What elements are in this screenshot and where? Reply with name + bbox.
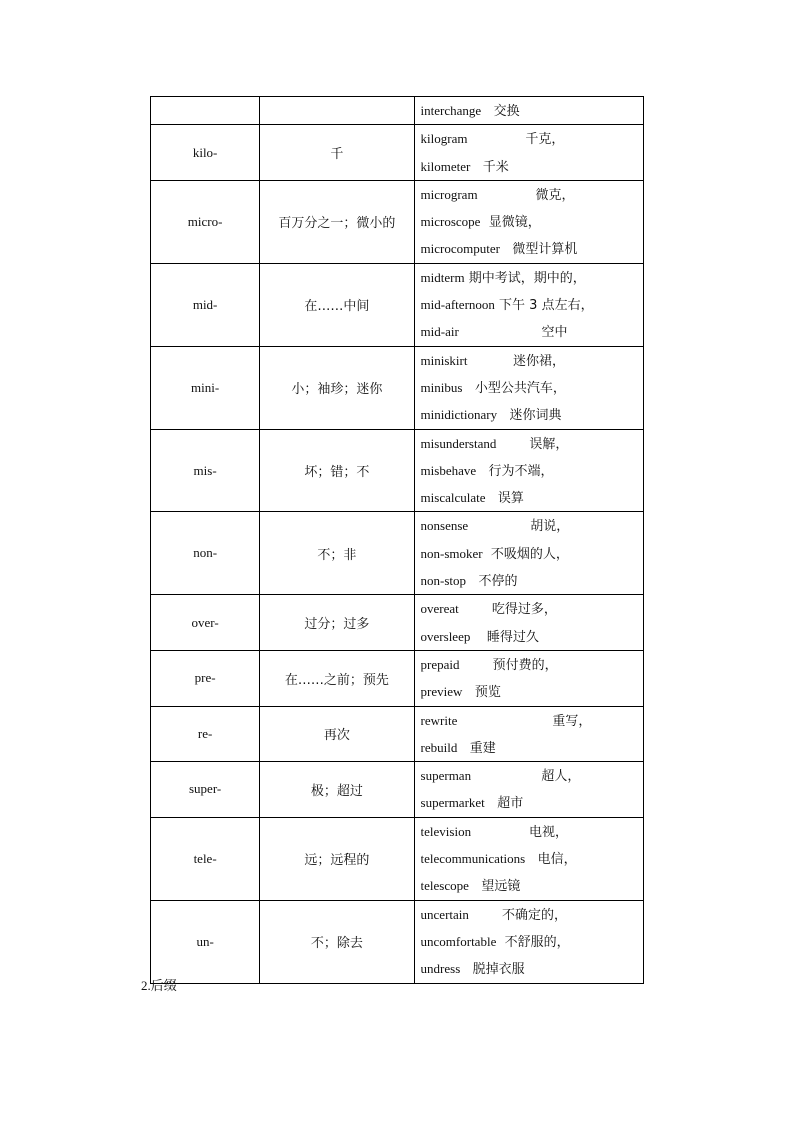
example-gap [460,658,493,673]
prefix-cell: kilo- [151,125,260,181]
example-word: miscalculate [420,490,486,506]
section-heading-suffix [141,977,177,996]
example-meaning: 微型计算机 [512,242,578,258]
example-word: miniskirt [420,352,468,368]
examples-cell [414,706,643,762]
example-word: microgram [420,186,478,202]
table-row [151,263,644,346]
example-meaning: 预览 [474,685,501,701]
examples-cell [414,125,643,181]
meaning-cell: 过分；过多 [260,595,414,651]
example-word: rebuild [420,739,458,755]
example-word: overeat [420,601,459,617]
example-line [421,291,643,318]
table-row [151,817,644,900]
example-meaning: 脱掉衣服 [472,962,525,978]
example-word: minidictionary [420,407,498,423]
meaning-cell: 在……中间 [260,263,414,346]
example-gap [468,519,530,534]
example-gap [478,188,536,203]
example-word: undress [420,961,461,977]
example-word: non-smoker [420,545,483,561]
example-line [421,512,643,539]
meaning-cell: 千 [260,125,414,181]
example-line [421,540,643,567]
example-line [421,374,643,401]
example-word: kilogram [420,131,468,147]
example-line [421,707,643,734]
example-line [421,97,643,124]
example-line [421,125,643,152]
example-meaning: 超人， [541,769,581,785]
examples-cell [414,346,643,429]
examples-cell [414,650,643,706]
example-word: minibus [420,379,463,395]
section-title: 后缀 [150,979,177,994]
example-word: uncomfortable [420,933,497,949]
example-gap [467,354,512,369]
examples-cell [414,595,643,651]
example-line [421,872,643,899]
example-line [421,153,643,180]
example-gap [467,132,525,147]
examples-cell [414,97,643,125]
meaning-cell: 极；超过 [260,762,414,818]
example-line [421,762,643,789]
example-line [421,484,643,511]
example-meaning: 重写， [552,713,592,729]
example-meaning: 下午 3 点左右， [499,298,594,314]
example-line [421,595,643,622]
table-row [151,595,644,651]
example-line [421,955,643,982]
example-word: telescope [420,878,469,894]
example-word: misunderstand [420,435,497,451]
prefix-cell: over- [151,595,260,651]
example-line [421,181,643,208]
example-gap [483,547,491,562]
example-word: midterm [420,269,465,285]
prefix-cell: micro- [151,180,260,263]
example-line [421,734,643,761]
meaning-cell [260,97,414,125]
example-gap [470,160,482,175]
examples-cell [414,429,643,512]
example-meaning: 不舒服的， [504,934,570,950]
example-word: nonsense [420,518,469,534]
example-line [421,928,643,955]
table-row [151,346,644,429]
meaning-cell: 坏；错；不 [260,429,414,512]
examples-cell [414,263,643,346]
example-word: mid-afternoon [420,297,495,313]
example-meaning: 空中 [541,325,568,341]
table-row [151,512,644,595]
example-meaning: 期中考试，期中的， [468,270,586,286]
example-gap [500,242,512,257]
example-meaning: 电信， [537,852,577,868]
example-meaning: 迷你词典 [509,408,562,424]
example-gap [459,602,492,617]
example-gap [496,935,504,950]
example-line [421,678,643,705]
example-word: non-stop [420,573,467,589]
meaning-cell: 小；袖珍；迷你 [260,346,414,429]
meaning-cell: 百万分之一；微小的 [260,180,414,263]
example-gap [459,325,542,340]
example-meaning: 超市 [497,796,524,812]
example-meaning: 迷你裙， [512,353,565,369]
meaning-cell: 不；非 [260,512,414,595]
prefix-cell: pre- [151,650,260,706]
example-meaning: 预付费的， [492,657,558,673]
example-line [421,651,643,678]
prefix-cell: super- [151,762,260,818]
example-gap [480,215,488,230]
example-word: microcomputer [420,241,500,257]
prefix-table [150,96,644,984]
example-word: rewrite [420,712,458,728]
prefix-cell: mis- [151,429,260,512]
example-gap [469,908,502,923]
example-gap [457,714,552,729]
example-gap [525,852,537,867]
example-meaning: 吃得过多， [491,602,557,618]
meaning-cell: 再次 [260,706,414,762]
example-line [421,623,643,650]
example-word: misbehave [420,462,477,478]
meaning-cell: 远；远程的 [260,817,414,900]
prefix-cell: non- [151,512,260,595]
example-line [421,430,643,457]
example-line [421,347,643,374]
prefix-cell: mid- [151,263,260,346]
prefix-table-body [151,97,644,984]
examples-cell [414,900,643,983]
examples-cell [414,762,643,818]
example-word: supermarket [420,795,485,811]
example-meaning: 小型公共汽车， [474,380,566,396]
prefix-cell: tele- [151,817,260,900]
example-meaning: 误解， [529,436,569,452]
table-row [151,429,644,512]
section-number: 2. [141,978,151,993]
example-line [421,457,643,484]
example-gap [460,962,472,977]
example-word: television [420,823,472,839]
example-meaning: 不确定的， [501,907,567,923]
example-gap [457,741,469,756]
meaning-cell: 不；除去 [260,900,414,983]
example-gap [471,825,529,840]
example-meaning: 重建 [469,740,496,756]
example-line [421,401,643,428]
example-word: oversleep [420,628,471,644]
example-gap [486,491,498,506]
prefix-cell: un- [151,900,260,983]
example-line [421,318,643,345]
example-gap [497,408,509,423]
example-meaning: 睡得过久 [486,629,539,645]
example-word: microscope [420,214,481,230]
example-meaning: 微克， [535,187,575,203]
example-gap [476,464,488,479]
example-gap [470,630,487,645]
example-line [421,208,643,235]
example-meaning: 显微镜， [488,215,541,231]
example-meaning: 千克， [525,132,565,148]
example-gap [462,381,474,396]
example-meaning: 不吸烟的人， [490,546,569,562]
example-gap [485,796,497,811]
example-word: interchange [420,103,482,118]
example-meaning: 电视， [528,824,568,840]
example-word: telecommunications [420,851,526,867]
example-gap [466,574,478,589]
example-line [421,901,643,928]
example-word: mid-air [420,324,459,340]
example-gap [481,104,493,119]
table-row [151,650,644,706]
table-row [151,97,644,125]
example-line [421,264,643,291]
example-line [421,818,643,845]
example-meaning: 行为不端， [488,463,554,479]
table-row [151,900,644,983]
table-row [151,706,644,762]
example-meaning: 千米 [482,159,509,175]
example-meaning: 胡说， [530,519,570,535]
example-word: prepaid [420,656,460,672]
example-line [421,789,643,816]
example-meaning: 不停的 [478,574,518,590]
example-gap [462,685,474,700]
example-meaning: 交换 [493,104,520,119]
example-line [421,567,643,594]
meaning-cell: 在……之前；预先 [260,650,414,706]
example-word: uncertain [420,906,469,922]
examples-cell [414,512,643,595]
table-row [151,180,644,263]
prefix-cell: re- [151,706,260,762]
example-word: superman [420,768,472,784]
example-meaning: 望远镜 [481,879,521,895]
examples-cell [414,817,643,900]
prefix-cell [151,97,260,125]
example-meaning: 误算 [497,491,524,507]
examples-cell [414,180,643,263]
example-gap [469,879,481,894]
table-row [151,125,644,181]
example-word: kilometer [420,158,471,174]
example-line [421,235,643,262]
table-row [151,762,644,818]
example-word: preview [420,684,463,700]
example-gap [496,437,529,452]
prefix-cell: mini- [151,346,260,429]
example-gap [471,769,541,784]
example-line [421,845,643,872]
